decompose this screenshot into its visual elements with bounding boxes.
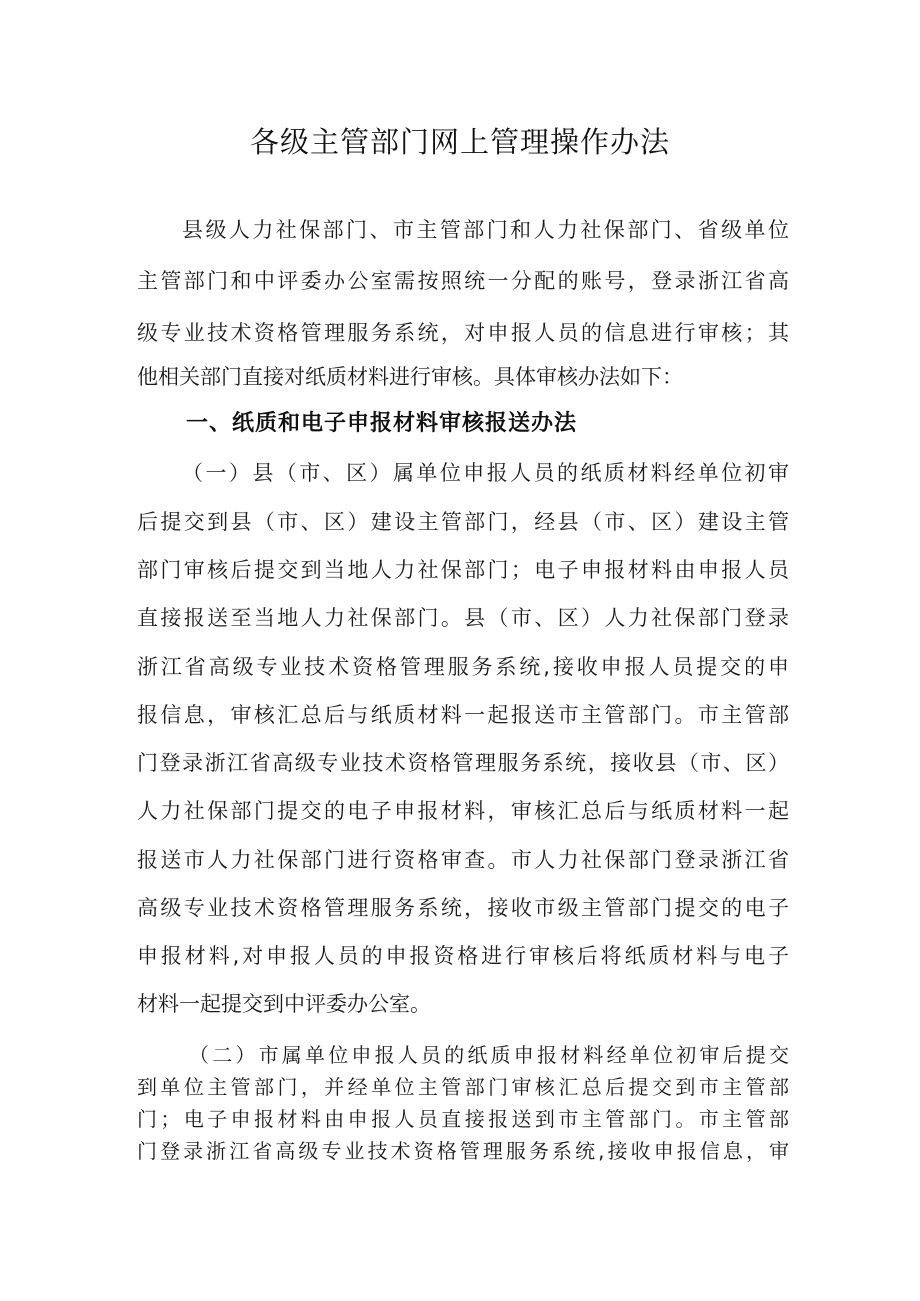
page-title: 各级主管部门网上管理操作办法 bbox=[249, 125, 670, 159]
para-1-line-4: 直接报送至当地人力社保部门。县（市、区）人力社保部门登录 bbox=[137, 606, 789, 630]
section-heading: 一、纸质和电子申报材料审核报送办法 bbox=[186, 411, 578, 436]
para-1-line-12: 材料一起提交到中评委办公室。 bbox=[137, 992, 431, 1016]
para-2-line-4: 门登录浙江省高级专业技术资格管理服务系统,接收申报信息，审 bbox=[137, 1139, 789, 1163]
intro-line-4: 他相关部门直接对纸质材料进行审核。具体审核办法如下： bbox=[137, 365, 683, 389]
para-1-line-8: 人力社保部门提交的电子申报材料，审核汇总后与纸质材料一起 bbox=[137, 799, 789, 823]
intro-line-3: 级专业技术资格管理服务系统，对申报人员的信息进行审核；其 bbox=[137, 321, 789, 345]
para-1-line-5: 浙江省高级专业技术资格管理服务系统,接收申报人员提交的申 bbox=[137, 655, 789, 679]
para-2-line-2: 到单位主管部门，并经单位主管部门审核汇总后提交到市主管部 bbox=[137, 1075, 789, 1099]
para-2-line-1: （二）市属单位申报人员的纸质申报材料经单位初审后提交 bbox=[189, 1043, 789, 1067]
para-1-line-7: 门登录浙江省高级专业技术资格管理服务系统，接收县（市、区） bbox=[137, 751, 789, 775]
para-1-line-3: 部门审核后提交到当地人力社保部门；电子申报材料由申报人员 bbox=[137, 558, 789, 582]
para-1-line-9: 报送市人力社保部门进行资格审查。市人力社保部门登录浙江省 bbox=[137, 848, 789, 872]
para-1-line-1: （一）县（市、区）属单位申报人员的纸质材料经单位初审 bbox=[182, 461, 789, 485]
para-2-line-3: 门；电子申报材料由申报人员直接报送到市主管部门。市主管部 bbox=[137, 1107, 789, 1131]
para-1-line-6: 报信息，审核汇总后与纸质材料一起报送市主管部门。市主管部 bbox=[137, 703, 789, 727]
para-1-line-10: 高级专业技术资格管理服务系统，接收市级主管部门提交的电子 bbox=[137, 896, 789, 920]
para-1-line-11: 申报材料,对申报人员的申报资格进行审核后将纸质材料与电子 bbox=[137, 944, 789, 968]
intro-line-2: 主管部门和中评委办公室需按照统一分配的账号，登录浙江省高 bbox=[137, 269, 789, 293]
intro-line-1: 县级人力社保部门、市主管部门和人力社保部门、省级单位 bbox=[182, 218, 789, 242]
para-1-line-2: 后提交到县（市、区）建设主管部门，经县（市、区）建设主管 bbox=[137, 510, 789, 534]
